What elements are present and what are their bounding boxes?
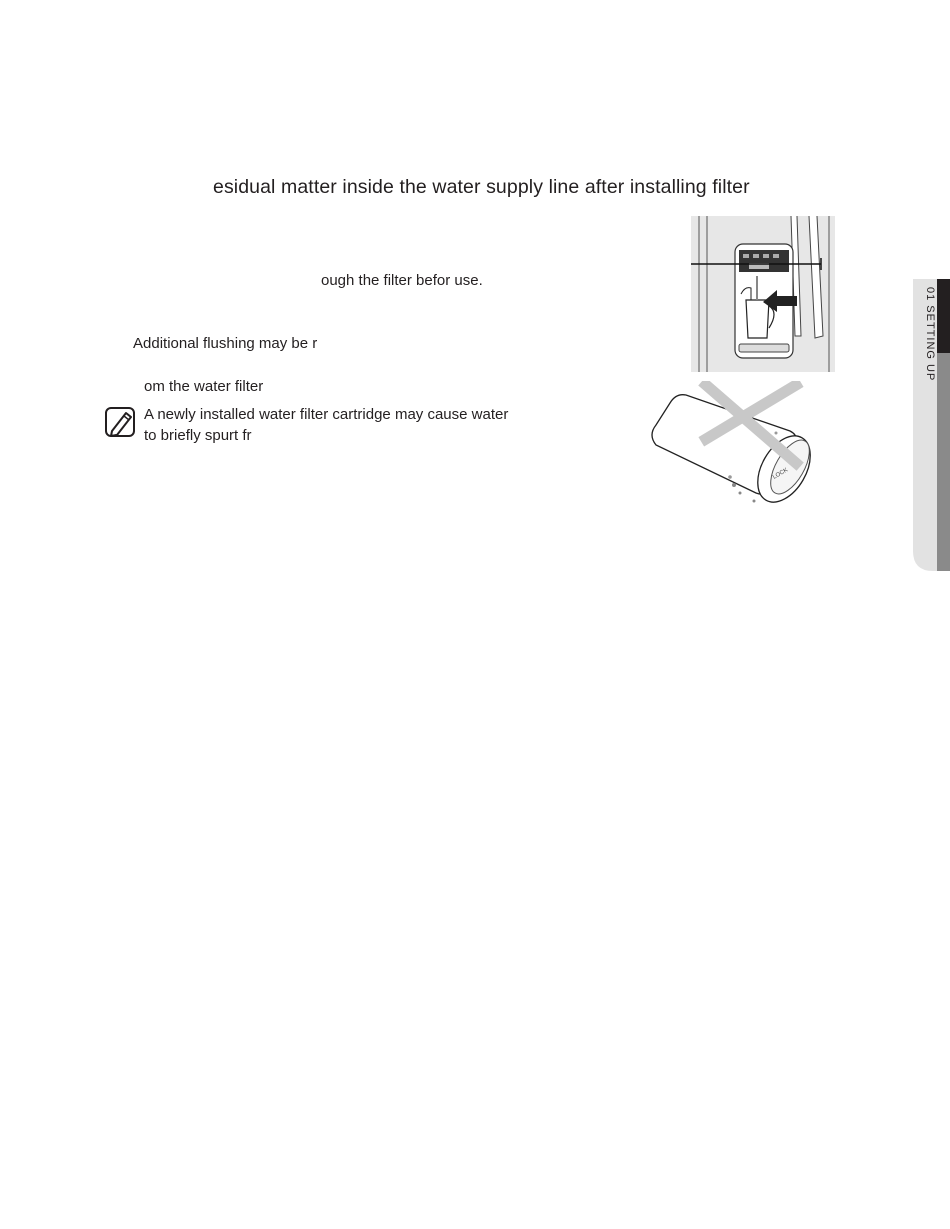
fridge-dispenser-illustration [691,216,835,372]
step-text-line-3: om the water filter [144,378,264,395]
note-text-line-2: to briefly spurt fr [144,427,252,444]
filter-cap-label: LOCK [772,467,790,481]
section-heading: esidual matter inside the water supply line after installing filter [213,176,750,198]
section-side-tab [913,279,950,571]
note-text-line-1: A newly installed water filter cartridge may cause water [144,406,509,423]
step-text-line-2: Additional flushing may be r [133,335,318,352]
note-pencil-icon [104,406,138,440]
step-text-line-1: ough the filter befor use. [321,272,483,289]
filter-cartridge-illustration [646,381,822,507]
side-tab-label: 01 SETTING UP [924,287,936,382]
